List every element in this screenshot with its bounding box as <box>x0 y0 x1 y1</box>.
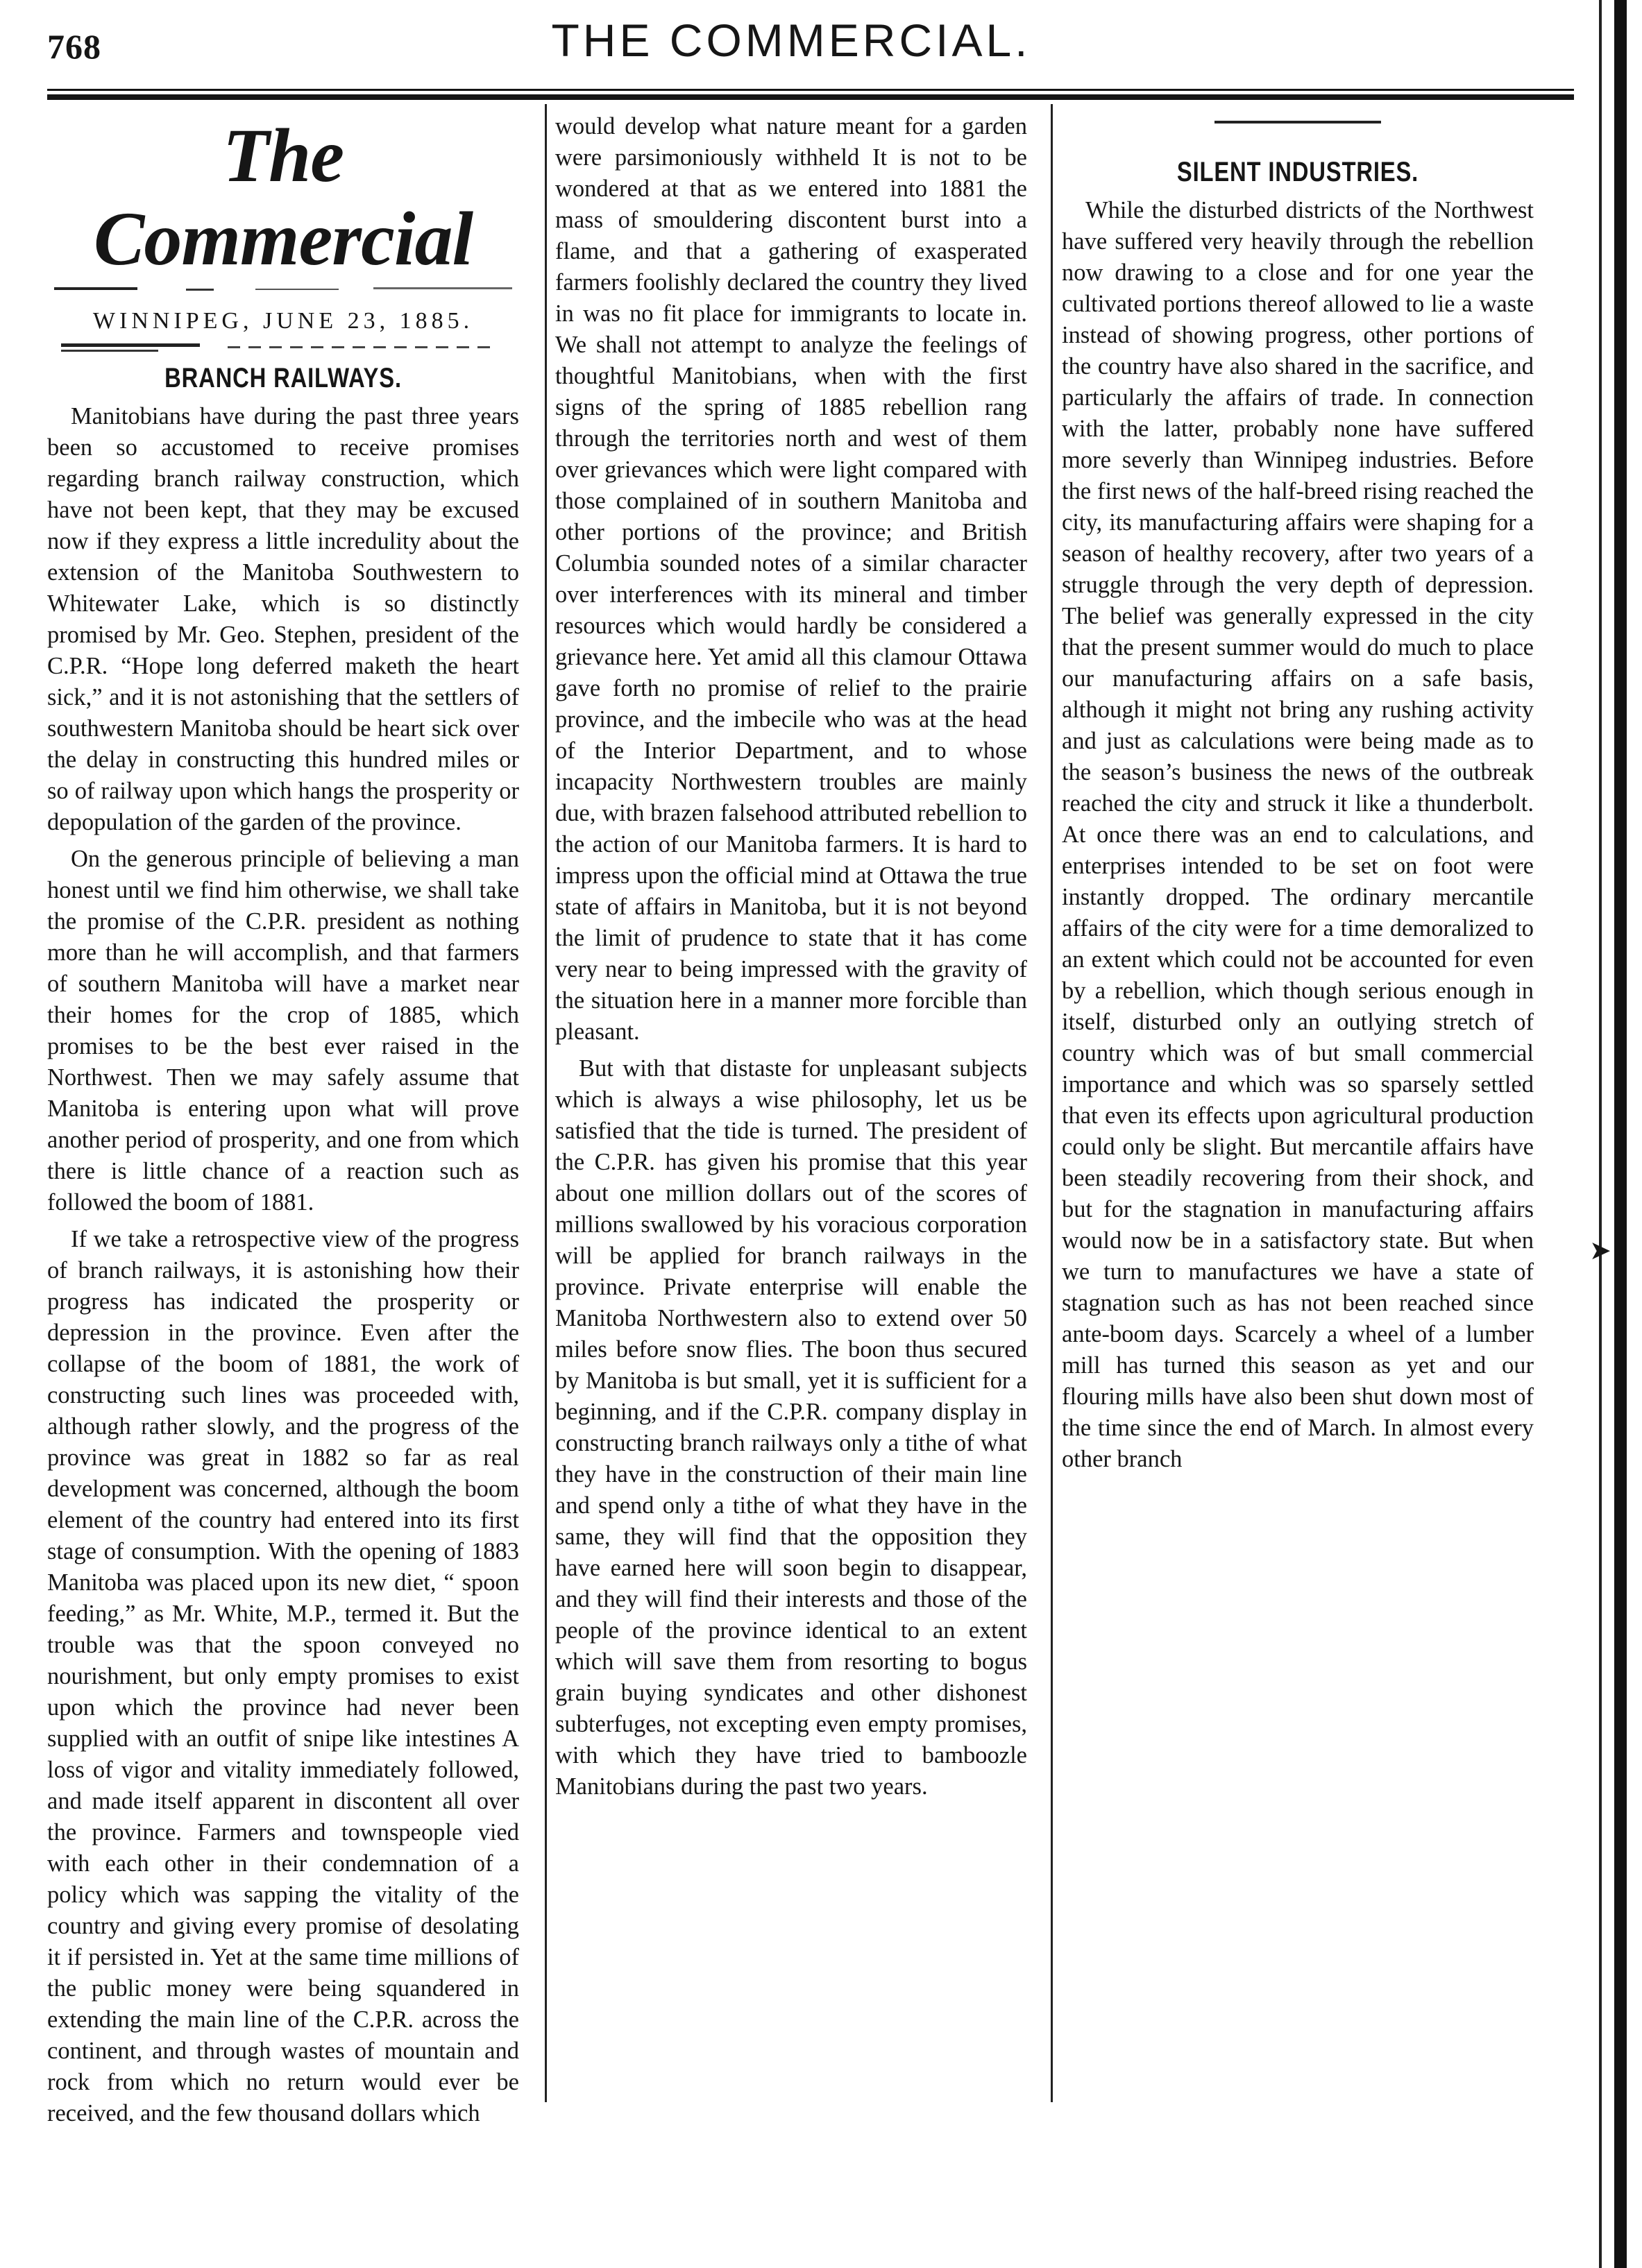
article-headline: SILENT INDUSTRIES. <box>1176 157 1419 187</box>
dateline-rule <box>47 341 519 356</box>
article-paragraph: If we take a retrospective view of the progress of branch railways, it is astonishing how their progress has indicated the prosperity or depression in the province. Even after the collapse of the boom of 1881, the work of constructing such lines was proceeded with, although rather slowly, and the progress of the province was great in 1882 so far as real development was concerned, although the boom element of the country had entered into its first stage of consumption. With the opening of 1883 Manitoba was placed upon its new diet, “ spoon feeding,” as Mr. White, M.P., termed it. But the trouble was that the spoon conveyed no nourishment, but only empty promises to exist upon which the province had never been supplied with an outfit of snipe like intestines A loss of vigor and vitality immediately followed, and made itself apparent in discontent all over the province. Farmers and townspeople vied with each other in their condemnation of a policy which was sapping the vitality of the country and giving every promise of desolating it if persisted in. Yet at the same time millions of the public money were being squandered in extending the main line of the C.P.R. across the continent, and through wastes of mountain and rock from which no return would ever be received, and the few thousand dollars which <box>47 1226 519 2126</box>
column-divider-1 <box>545 104 547 2102</box>
column-divider-2 <box>1051 104 1053 2102</box>
column-2 <box>555 111 1027 2137</box>
article-continuation: would develop what nature meant for a garden were parsimoniously withheld It is not to be wondered at that as we entered into 1881 the mass of smouldering discontent burst into a flame, and that a gathering of exasperated farmers foolishly declared the country they lived in was no fit place for immigrants to locate in. We shall not attempt to analyze the feelings of thoughtful Manitobians, when with the first signs of the spring of 1885 rebellion rang through the territories north and west of them over grievances which were light compared with those complained of in southern Manitoba and other portions of the province; and British Columbia sounded notes of a similar character over interferences with its mineral and timber resources which would hardly be considered a grievance here. Yet amid all this clamour Ottawa gave forth no promise of relief to the prairie province, and the imbecile who was at the head of the Interior Department, and to whose incapacity Northwestern troubles are mainly due, with brazen falsehood attributed rebellion to the action of our Manitoba farmers. It is hard to impress upon the official mind at Ottawa the true state of affairs in Manitoba, but it is not beyond the limit of prudence to state that it has come very near to being impressed with the gravity of the situation here in a manner more forcible than pleasant. <box>555 113 1027 1045</box>
article-paragraph: But with that distaste for unpleasant subjects which is always a wise philosophy, let us be satisfied that the tide is turned. The president of the C.P.R. has given his promise that this year about one million dollars out of the scores of millions swallowed by his voracious corporation will be applied for branch railways in the province. Private enterprise will enable the Manitoba Northwestern also to extend over 50 miles before snow flies. The boon thus secured by Manitoba is but small, yet it is sufficient for a beginning, and if the C.P.R. company display in constructing branch railways only a tithe of what they have in the construction of their main line and spend only a tithe of what they have in the same, they will find that the opposition they have earned here will soon begin to disappear, and they will find their interests and those of the people of the province identical to an extent which will save them from resorting to bogus grain buying syndicates and other dishonest subterfuges, not excepting even empty promises, with which they have tried to bamboozle Manitobians during the past two years. <box>555 1055 1027 1800</box>
margin-arrow-icon: ➤ <box>1589 1235 1611 1265</box>
masthead-title: The Commercial <box>93 113 473 281</box>
masthead-ornament <box>47 284 519 298</box>
article-paragraph: On the generous principle of believing a man honest until we find him otherwise, we shall take the promise of the C.P.R. president as nothing more than he will accomplish, and that farmers of southern Manitoba will have a market near their homes for the crop of 1885, which promises to be the best ever raised in the Northwest. Then we may safely assume that Manitoba is entering upon what will prove another period of prosperity, and one from which there is little chance of a reaction such as followed the boom of 1881. <box>47 846 519 1216</box>
running-title: THE COMMERCIAL. <box>551 15 1031 66</box>
page-number: 768 <box>47 27 101 66</box>
page-edge-bar <box>1614 0 1627 2268</box>
header-rule-top <box>47 89 1574 91</box>
column-3 <box>1062 111 1534 2137</box>
column-1 <box>47 111 519 2137</box>
page-edge-line <box>1599 0 1602 2268</box>
article-paragraph: Manitobians have during the past three years been so accustomed to receive promises regarding branch railway construction, which have not been kept, that they may be excused now if they express a little incredulity about the extension of the Manitoba Southwestern to Whitewater Lake, which is so distinctly promised by Mr. Geo. Stephen, president of the C.P.R. “Hope long deferred maketh the heart sick,” and it is not astonishing that the settlers of southwestern Manitoba should be heart sick over the delay in constructing this hundred miles or so of railway upon which hangs the prosperity or depopulation of the garden of the province. <box>47 403 519 835</box>
header-rule-bottom <box>47 94 1574 100</box>
dateline: WINNIPEG, JUNE 23, 1885. <box>92 308 474 334</box>
article-headline: BRANCH RAILWAYS. <box>164 363 402 393</box>
article-paragraph: While the disturbed districts of the Northwest have suffered very heavily through the rebellion now drawing to a close and for one year the cultivated portions thereof allowed to lie a waste instead of showing progress, other portions of the country have also shared in the sacrifice, and particularly the affairs of trade. In connection with the latter, probably none have suffered more severly than Winnipeg industries. Before the first news of the half-breed rising reached the city, its manufacturing affairs were shaping for a season of healthy recovery, after two years of a struggle through the very depth of depression. The belief was generally expressed in the city that the present summer would do much to place our manufacturing affairs on a safe basis, although it might not bring any rushing activity and just as calculations were being made as to the season’s business the news of the outbreak reached the city and struck it like a thunderbolt. At once there was an end to calculations, and enterprises intended to be set on foot were instantly dropped. The ordinary mercantile affairs of the city were for a time demoralized to an extent which could not be accounted for even by a rebellion, which though serious enough in itself, disturbed only an outlying stretch of country which was of but small commercial importance and which was so sparsely settled that even its effects upon agricultural production could only be slight. But mercantile affairs have been steadily recovering from their shock, and but for the stagnation in manufacturing affairs would now be in a satisfactory state. But when we turn to manufactures we have a state of stagnation such as has not been reached since ante-boom days. Scarcely a wheel of a lumber mill has turned this season as yet and our flouring mills have also been shut down most of the time since the end of March. In almost every other branch <box>1062 197 1534 1472</box>
article-separator <box>1214 121 1381 123</box>
